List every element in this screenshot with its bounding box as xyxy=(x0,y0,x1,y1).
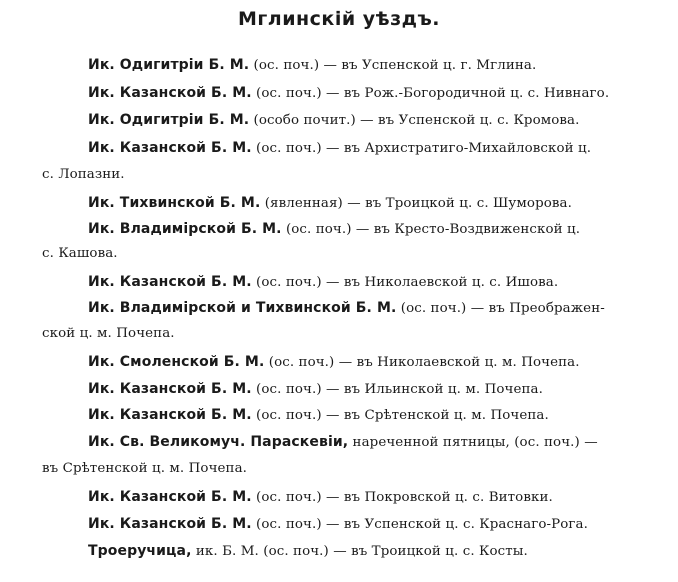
entry-name: Ик. Казанской Б. М. xyxy=(88,407,252,423)
entry-name: Ик. Казанской Б. М. xyxy=(88,274,252,290)
entry-line xyxy=(88,380,543,399)
entry-name: Ик. Казанской Б. М. xyxy=(88,516,252,532)
entry-name: Ик. Одигитріи Б. М. xyxy=(88,57,250,73)
entry-name: Троеручица, xyxy=(88,543,192,559)
entry-text: нареченной пятницы, (ос. поч.) — xyxy=(348,435,598,450)
entry-line xyxy=(88,433,598,452)
entry-name: Ик. Владимірской и Тихвинской Б. М. xyxy=(88,300,397,316)
entry-name: Ик. Тихвинской Б. М. xyxy=(88,195,261,211)
entry-name: Ик. Казанской Б. М. xyxy=(88,85,252,101)
entry-continuation xyxy=(42,325,175,343)
entry-text: ик. Б. М. (ос. поч.) — въ Троицкой ц. с. Косты. xyxy=(191,544,528,559)
entry-name: Ик. Казанской Б. М. xyxy=(88,140,252,156)
entry-text: (ос. поч.) — въ Преображен- xyxy=(396,301,605,316)
entry-line xyxy=(88,542,528,561)
entry-line xyxy=(88,273,558,292)
entry-line xyxy=(88,111,580,130)
entry-line xyxy=(88,220,580,239)
entry-text: (ос. поч.) — въ Архистратиго-Михайловской ц. xyxy=(251,141,592,156)
entry-text: (явленная) — въ Троицкой ц. с. Шуморова. xyxy=(260,196,572,211)
entry-text: (особо почит.) — въ Успенской ц. с. Кромова. xyxy=(249,113,580,128)
entry-name: Ик. Смоленской Б. М. xyxy=(88,354,265,370)
entry-text: с. Лопазни. xyxy=(42,167,125,182)
entry-continuation xyxy=(42,166,125,184)
section-title: Мглинскій уѣздъ. xyxy=(237,8,441,30)
entry-text: (ос. поч.) — въ Успенской ц. с. Краснаго-Рога. xyxy=(251,517,588,532)
entry-name: Ик. Владимірской Б. М. xyxy=(88,221,282,237)
entry-line xyxy=(88,488,553,507)
entry-line xyxy=(88,515,588,534)
entry-text: (ос. поч.) — въ Покровской ц. с. Витовки. xyxy=(251,490,553,505)
entry-text: (ос. поч.) — въ Успенской ц. г. Мглина. xyxy=(249,58,537,73)
entry-text: (ос. поч.) — въ Срѣтенской ц. м. Почепа. xyxy=(251,408,549,423)
entry-line xyxy=(88,406,549,425)
entry-text: въ Срѣтенской ц. м. Почепа. xyxy=(42,461,248,476)
entry-line xyxy=(88,56,536,75)
entry-continuation xyxy=(42,460,247,478)
entry-continuation xyxy=(42,245,118,263)
entry-name: Ик. Казанской Б. М. xyxy=(88,489,252,505)
entry-line xyxy=(88,139,591,158)
entry-name: Ик. Одигитріи Б. М. xyxy=(88,112,250,128)
entry-text: (ос. поч.) — въ Ильинской ц. м. Почепа. xyxy=(251,382,543,397)
entry-line xyxy=(88,194,572,213)
entry-name: Ик. Св. Великомуч. Параскевіи, xyxy=(88,434,349,450)
entry-line xyxy=(88,299,605,318)
entry-text: с. Кашова. xyxy=(42,246,118,261)
entry-line xyxy=(88,84,609,103)
entry-text: (ос. поч.) — въ Кресто-Воздвиженской ц. xyxy=(281,222,581,237)
entry-line xyxy=(88,353,580,372)
entry-text: (ос. поч.) — въ Рож.-Богородичной ц. с. Нивнаго. xyxy=(251,86,610,101)
entry-text: (ос. поч.) — въ Николаевской ц. с. Ишова. xyxy=(251,275,559,290)
entry-name: Ик. Казанской Б. М. xyxy=(88,381,252,397)
entry-text: (ос. поч.) — въ Николаевской ц. м. Почепа. xyxy=(264,355,580,370)
entry-text: ской ц. м. Почепа. xyxy=(42,326,175,341)
